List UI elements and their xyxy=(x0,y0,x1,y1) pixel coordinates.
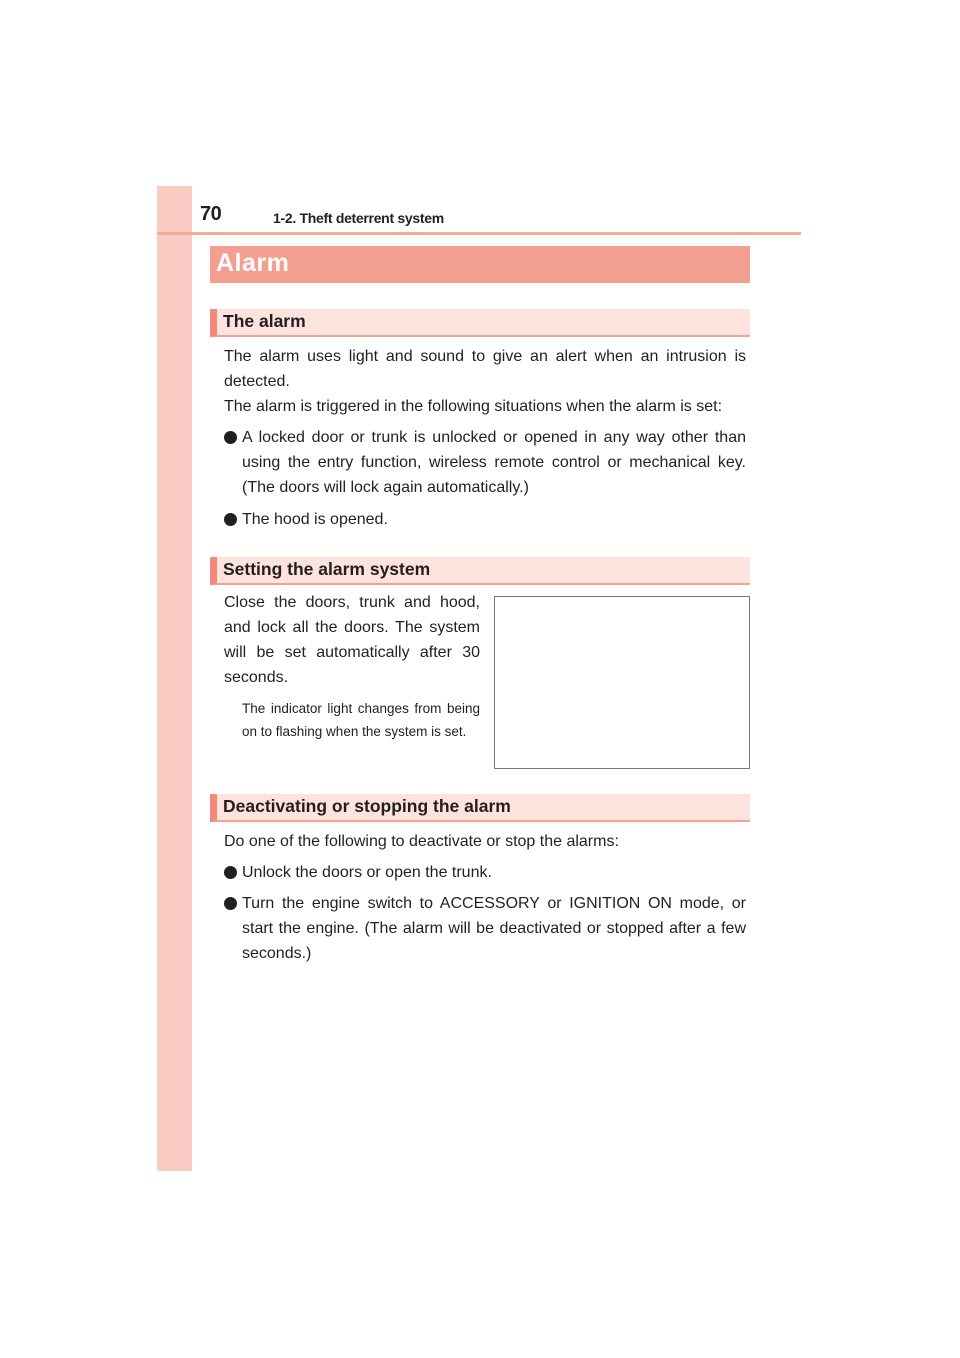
side-margin-band xyxy=(157,186,192,1171)
indicator-light-figure xyxy=(494,596,750,769)
list-item-text: A locked door or trunk is unlocked or opened in any way other than using the entry function, wireless remote control or mechanical key. (The doors will lock again automatically.) xyxy=(242,429,746,496)
list-item xyxy=(224,891,746,966)
header-rule xyxy=(157,232,801,235)
heading-deactivating-alarm-label: Deactivating or stopping the alarm xyxy=(223,796,511,816)
indicator-note-text: The indicator light changes from being on to flashing when the system is set. xyxy=(242,701,480,739)
bullet-dot-icon xyxy=(224,866,237,879)
bullet-dot-icon xyxy=(224,513,237,526)
list-item xyxy=(224,425,746,500)
heading-the-alarm xyxy=(210,309,750,337)
heading-setting-alarm-label: Setting the alarm system xyxy=(223,559,431,579)
page-title: Alarm xyxy=(216,249,290,277)
setting-alarm-text: Close the doors, trunk and hood, and lock all the doors. The system will be set automatically after 30 seconds. xyxy=(224,594,480,686)
page-number: 70 xyxy=(200,203,222,225)
alarm-intro-text: The alarm uses light and sound to give an alert when an intrusion is detected. xyxy=(224,348,746,390)
deactivate-intro-text: Do one of the following to deactivate or stop the alarms: xyxy=(224,833,619,850)
list-item xyxy=(224,507,746,532)
section-reference: 1-2. Theft deterrent system xyxy=(273,210,444,226)
alarm-trigger-intro-text: The alarm is triggered in the following situations when the alarm is set: xyxy=(224,398,723,415)
bullet-dot-icon xyxy=(224,897,237,910)
list-item-text: Turn the engine switch to ACCESSORY or IGNITION ON mode, or start the engine. (The alarm will be deactivated or stopped after a few seconds.) xyxy=(242,895,746,962)
bullet-dot-icon xyxy=(224,431,237,444)
heading-the-alarm-label: The alarm xyxy=(223,311,306,331)
page-title-bar xyxy=(210,246,750,283)
list-item-text: Unlock the doors or open the trunk. xyxy=(242,864,492,881)
heading-setting-alarm xyxy=(210,557,750,585)
list-item-text: The hood is opened. xyxy=(242,511,388,528)
list-item xyxy=(224,860,746,885)
heading-deactivating-alarm xyxy=(210,794,750,822)
